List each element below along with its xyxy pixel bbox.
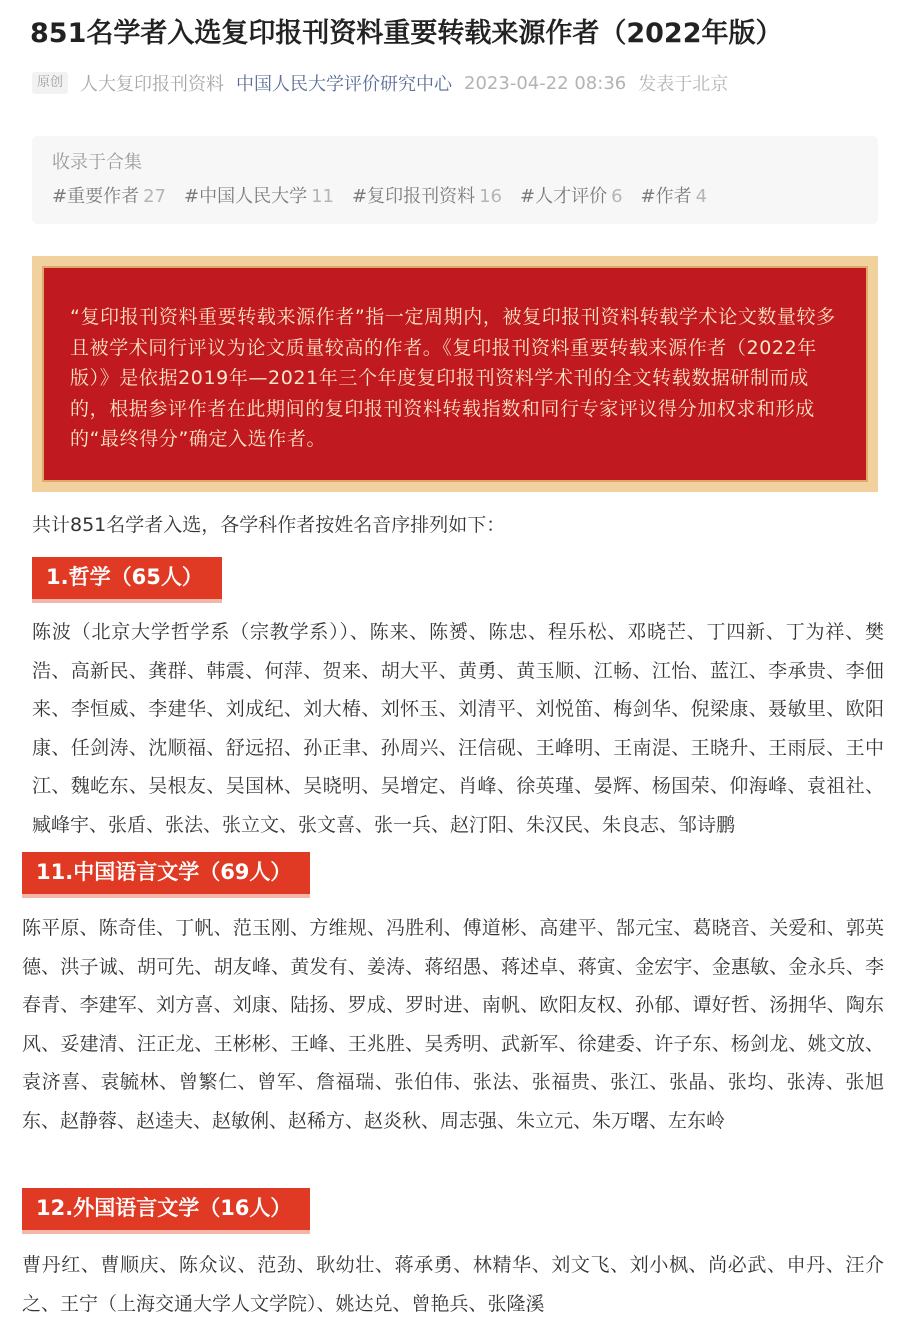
- section-names-foreign-literature: 曹丹红、曹顺庆、陈众议、范劲、耿幼壮、蒋承勇、林精华、刘文飞、刘小枫、尚必武、申丹、汪介之、王宁（上海交通大学人文学院）、姚达兑、曾艳兵、张隆溪: [22, 1254, 884, 1315]
- intro-text: “复印报刊资料重要转载来源作者”指一定周期内，被复印报刊资料转载学术论文数量较多且被学术同行评议为论文质量较高的作者。《复印报刊资料重要转载来源作者（2022年版）》是依据2019年—2021年三个年度复印报刊资料学术刊的全文转载数据研制而成的，根据参评作者在此期间的复印报刊资料转载指数和同行专家评议得分加权求和形成的“最终得分”确定入选作者。: [70, 306, 836, 450]
- tag-name: #复印报刊资料: [352, 186, 476, 207]
- collection-tag[interactable]: [520, 184, 623, 210]
- intro-banner: [32, 256, 878, 492]
- tag-name: #重要作者: [52, 186, 140, 207]
- section-names-chinese-literature: 陈平原、陈奇佳、丁帆、范玉刚、方维规、冯胜利、傅道彬、高建平、郜元宝、葛晓音、关爱和、郭英德、洪子诚、胡可先、胡友峰、黄发有、姜涛、蒋绍愚、蒋述卓、蒋寅、金宏宇、金惠敏、金永兵、李春青、李建军、刘方喜、刘康、陆扬、罗成、罗时进、南帆、欧阳友权、孙郁、谭好哲、汤拥华、陶东风、妥建清、汪正龙、王彬彬、王峰、王兆胜、吴秀明、武新军、徐建委、许子东、杨剑龙、姚文放、袁济喜、袁毓林、曾繁仁、曾军、詹福瑞、张伯伟、张法、张福贵、张江、张晶、张均、张涛、张旭东、赵静蓉、赵逵夫、赵敏俐、赵稀方、赵炎秋、周志强、朱立元、朱万曙、左东岭: [22, 917, 884, 1132]
- section-heading-foreign-literature: 12.外国语言文学（16人）: [22, 1188, 310, 1230]
- tag-count: 11: [311, 186, 334, 207]
- collection-tag[interactable]: [641, 184, 708, 210]
- collection-label: 收录于合集: [52, 152, 142, 173]
- original-badge: 原创: [32, 72, 68, 94]
- tag-count: 4: [695, 186, 708, 207]
- publish-location: 发表于北京: [638, 74, 729, 95]
- collection-tag[interactable]: [184, 184, 334, 210]
- organization-link[interactable]: 中国人民大学评价研究中心: [236, 74, 453, 95]
- tag-count: 16: [479, 186, 502, 207]
- tag-name: #作者: [640, 186, 692, 207]
- section-heading-philosophy: 1.哲学（65人）: [32, 557, 222, 599]
- collection-tag[interactable]: [52, 184, 166, 210]
- collection-tags: [52, 184, 858, 210]
- tag-count: 6: [611, 186, 623, 207]
- publish-time: 2023-04-22 08:36: [464, 72, 627, 94]
- article-meta: [32, 70, 728, 96]
- account-name: 人大复印报刊资料: [80, 74, 225, 95]
- collection-tag[interactable]: [352, 184, 502, 210]
- summary-text: 共计851名学者入选，各学科作者按姓名音序排列如下：: [32, 514, 506, 536]
- section-names-philosophy: 陈波（北京大学哲学系（宗教学系））、陈来、陈赟、陈忠、程乐松、邓晓芒、丁四新、丁为祥、樊浩、高新民、龚群、韩震、何萍、贺来、胡大平、黄勇、黄玉顺、江畅、江怡、蓝江、李承贵、李佃来、李恒威、李建华、刘成纪、刘大椿、刘怀玉、刘清平、刘悦笛、梅剑华、倪梁康、聂敏里、欧阳康、任剑涛、沈顺福、舒远招、孙正聿、孙周兴、汪信砚、王峰明、王南湜、王晓升、王雨辰、王中江、魏屹东、吴根友、吴国林、吴晓明、吴增定、肖峰、徐英瑾、晏辉、杨国荣、仰海峰、袁祖社、臧峰宇、张盾、张法、张立文、张文喜、张一兵、赵汀阳、朱汉民、朱良志、邹诗鹏: [32, 621, 884, 836]
- tag-name: #人才评价: [520, 186, 608, 207]
- tag-name: #中国人民大学: [184, 186, 308, 207]
- collection-box: [32, 136, 878, 224]
- article-title: 851名学者入选复印报刊资料重要转载来源作者（2022年版）: [30, 18, 783, 49]
- section-heading-chinese-literature: 11.中国语言文学（69人）: [22, 852, 310, 894]
- intro-panel: [42, 266, 868, 482]
- tag-count: 27: [143, 186, 166, 207]
